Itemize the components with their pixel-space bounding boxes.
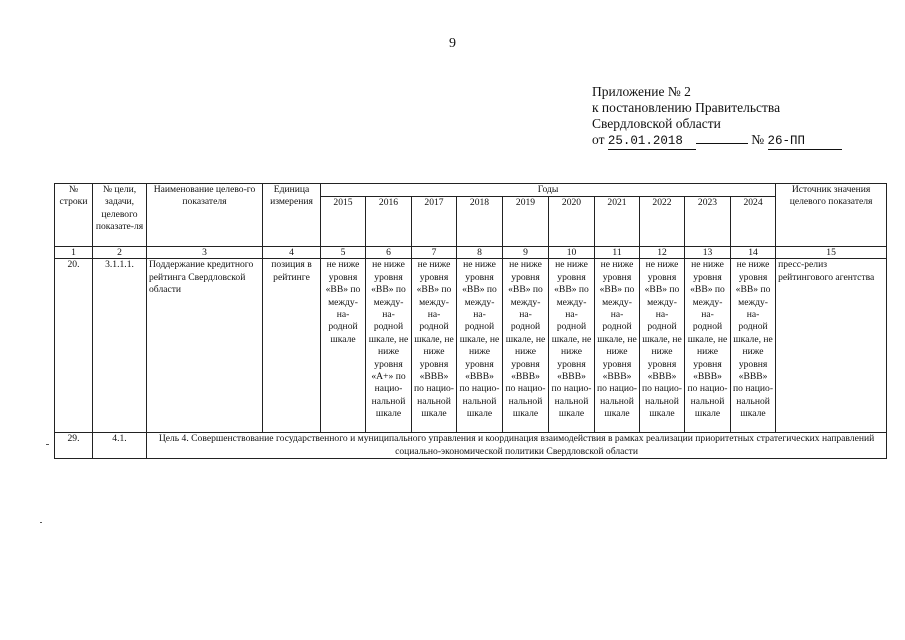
column-number: 7 [412,247,457,259]
goal-text: Цель 4. Совершенствование государственного и муниципального управления и координация взаимодействия в рамках реализации приоритетных стратегических направлений социально-экономической политики Свердловской области [147,433,887,459]
header-year: 2021 [595,197,640,247]
document-number: 26-ПП [767,134,806,148]
number-prefix: № [751,132,765,147]
appendix-line-3: Свердловской области [592,116,721,131]
header-year: 2024 [731,197,776,247]
column-number: 14 [731,247,776,259]
year-value: не ниже уровня «ВВ» по между-на-родной шкале, не ниже уровня «ВВВ» по нацио-нальной шкале [503,259,549,433]
document-date: 25.01.2018 [607,134,683,148]
header-year: 2015 [321,197,366,247]
row-no: 29. [55,433,93,459]
column-number: 15 [776,247,887,259]
header-year: 2016 [366,197,412,247]
year-value: не ниже уровня «ВВ» по между-на-родной шкале, не ниже уровня «ВВВ» по нацио-нальной шкале [731,259,776,433]
year-value: не ниже уровня «ВВ» по между-на-родной шкале [321,259,366,433]
goal-no: 4.1. [93,433,147,459]
column-number: 4 [263,247,321,259]
header-year: 2020 [549,197,595,247]
header-year: 2023 [685,197,731,247]
header-source: Источник значения целевого показателя [776,184,887,247]
header-years-title: Годы [321,184,776,197]
year-value: не ниже уровня «ВВ» по между-на-родной шкале, не ниже уровня «ВВВ» по нацио-нальной шкале [640,259,685,433]
header-year: 2018 [457,197,503,247]
column-number: 1 [55,247,93,259]
source: пресс-релиз рейтингового агентства [776,259,887,433]
column-number: 6 [366,247,412,259]
column-number: 11 [595,247,640,259]
column-number: 8 [457,247,503,259]
header-indicator: Наименование целево-го показателя [147,184,263,247]
column-number: 3 [147,247,263,259]
year-value: не ниже уровня «ВВ» по между-на-родной шкале, не ниже уровня «ВВВ» по нацио-нальной шкале [549,259,595,433]
page-number: 9 [449,36,456,51]
goal-no: 3.1.1.1. [93,259,147,433]
year-value: не ниже уровня «ВВ» по между-на-родной шкале, не ниже уровня «ВВВ» по нацио-нальной шкале [685,259,731,433]
unit: позиция в рейтинге [263,259,321,433]
appendix-title: Приложение № 2 [592,84,691,99]
table-row [55,433,887,459]
row-no: 20. [55,259,93,433]
header-year: 2022 [640,197,685,247]
column-number: 2 [93,247,147,259]
column-number: 5 [321,247,366,259]
year-value: не ниже уровня «ВВ» по между-на-родной шкале, не ниже уровня «А+» по нацио-нальной шкале [366,259,412,433]
year-value: не ниже уровня «ВВ» по между-на-родной шкале, не ниже уровня «ВВВ» по нацио-нальной шкале [457,259,503,433]
column-number: 13 [685,247,731,259]
year-value: не ниже уровня «ВВ» по между-на-родной шкале, не ниже уровня «ВВВ» по нацио-нальной шкале [595,259,640,433]
table-row [55,259,887,433]
date-prefix: от [592,132,605,147]
header-year: 2017 [412,197,457,247]
appendix-block [592,84,842,150]
column-number: 9 [503,247,549,259]
appendix-line-2: к постановлению Правительства [592,100,781,115]
scan-mark [46,444,49,445]
header-row-no: № строки [55,184,93,247]
year-value: не ниже уровня «ВВ» по между-на-родной шкале, не ниже уровня «ВВВ» по нацио-нальной шкале [412,259,457,433]
appendix-date-line [592,132,842,150]
header-unit: Единица измерения [263,184,321,247]
header-goal-no: № цели, задачи, целевого показате-ля [93,184,147,247]
header-year: 2019 [503,197,549,247]
indicator-name: Поддержание кредитного рейтинга Свердловской области [147,259,263,433]
scan-mark [40,522,42,523]
column-number: 10 [549,247,595,259]
indicator-table [54,183,887,459]
column-number: 12 [640,247,685,259]
